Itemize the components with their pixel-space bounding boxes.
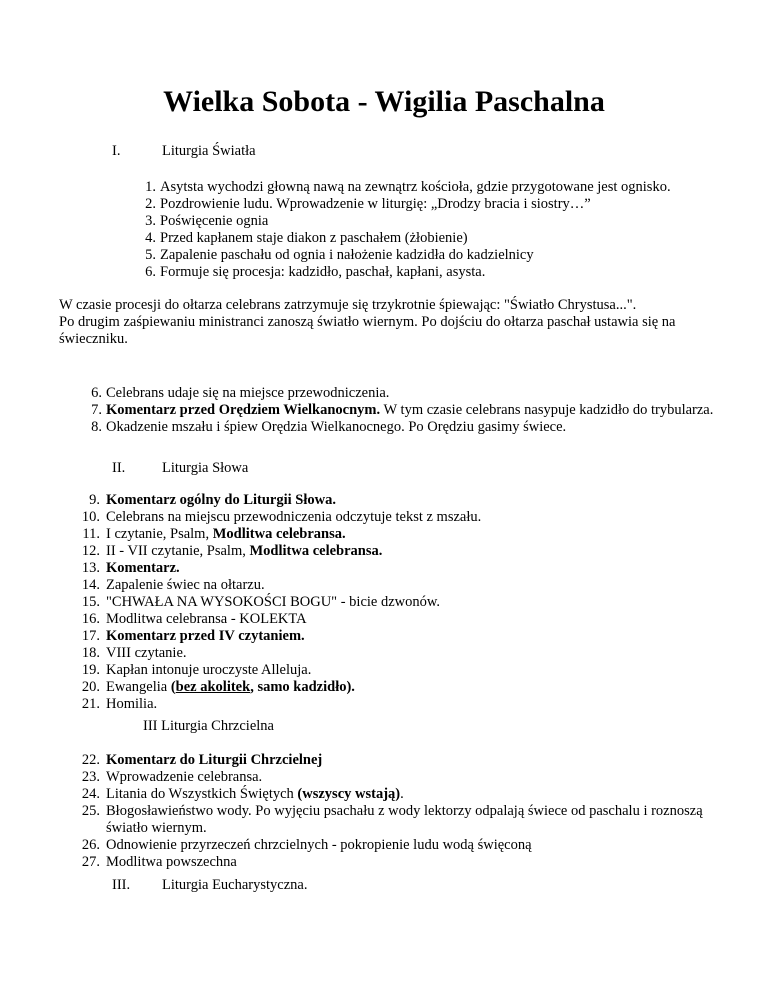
list-item: 9. Komentarz ogólny do Liturgii Słowa.	[89, 492, 336, 508]
list-item: 24. Litania do Wszystkich Świętych (wszyscy wstają).	[81, 786, 404, 802]
list-item: 8. Okadzenie mszału i śpiew Orędzia Wielkanocnego. Po Orędziu gasimy świece.	[91, 419, 567, 435]
list-item: 6. Formuje się procesja: kadzidło, paschał, kapłani, asysta.	[145, 264, 486, 280]
list-item: 13. Komentarz.	[81, 560, 180, 576]
list-item: 12. II - VII czytanie, Psalm, Modlitwa celebransa.	[81, 543, 383, 559]
list-item: 23. Wprowadzenie celebransa.	[81, 769, 263, 785]
list-item: 26. Odnowienie przyrzeczeń chrzcielnych - pokropienie ludu wodą święconą	[81, 837, 532, 853]
section-heading-liturgia-swiatla	[112, 143, 256, 160]
section-heading-liturgia-eucharystyczna	[112, 877, 307, 894]
document-title: Wielka Sobota - Wigilia Paschalna	[163, 85, 605, 118]
section-number: II.	[112, 460, 126, 476]
list-liturgia-slowa	[76, 492, 736, 713]
list-item: 4. Przed kapłanem staje diakon z paschałem (żłobienie)	[145, 230, 468, 246]
paragraph-line: Po drugim zaśpiewaniu ministranci zanoszą światło wiernym. Po dojściu do ołtarza paschał ustawia się na świeczniku.	[59, 314, 676, 347]
paragraph-line: W czasie procesji do ołtarza celebrans zatrzymuje się trzykrotnie śpiewając: "Światło Chrystusa...".	[59, 297, 637, 313]
section-heading-liturgia-slowa	[112, 460, 248, 477]
list-item: 7. Komentarz przed Orędziem Wielkanocnym. W tym czasie celebrans nasypuje kadzidło do trybularza.	[91, 402, 714, 418]
list-item: 20. Ewangelia (bez akolitek, samo kadzidło).	[81, 679, 355, 695]
list-item: 6. Celebrans udaje się na miejsce przewodniczenia.	[91, 385, 390, 401]
list-item: 18. VIII czytanie.	[81, 645, 187, 661]
list-item: 1. Asytsta wychodzi głowną nawą na zewnątrz kościoła, gdzie przygotowane jest ognisko.	[145, 179, 671, 195]
list-item: 17. Komentarz przed IV czytaniem.	[81, 628, 305, 644]
list-liturgia-swiatla	[136, 179, 736, 281]
procession-paragraph	[59, 297, 709, 348]
list-item: 25. Błogosławieństwo wody. Po wyjęciu psachału z wody lektorzy odpalają świece od paschalu i roznoszą światło wiernym.	[81, 803, 703, 836]
list-item: 14. Zapalenie świec na ołtarzu.	[81, 577, 265, 593]
list-item: 16. Modlitwa celebransa - KOLEKTA	[81, 611, 307, 627]
list-item: 22. Komentarz do Liturgii Chrzcielnej	[81, 752, 323, 768]
list-item: 2. Pozdrowienie ludu. Wprowadzenie w liturgię: „Drodzy bracia i siostry…”	[145, 196, 591, 212]
section-heading-liturgia-chrzcielna: III Liturgia Chrzcielna	[143, 718, 274, 734]
list-item: 5. Zapalenie paschału od ognia i nałożenie kadzidła do kadzielnicy	[145, 247, 534, 263]
section-number: I.	[112, 143, 121, 159]
list-liturgia-chrzcielna	[76, 752, 736, 871]
list-item: 21. Homilia.	[81, 696, 158, 712]
section-number: III.	[112, 877, 131, 893]
list-item: 19. Kapłan intonuje uroczyste Alleluja.	[81, 662, 312, 678]
section-title: Liturgia Światła	[162, 143, 256, 159]
list-item: 11. I czytanie, Psalm, Modlitwa celebransa.	[82, 526, 346, 542]
list-item: 10. Celebrans na miejscu przewodniczenia odczytuje tekst z mszału.	[81, 509, 482, 525]
list-item: 3. Poświęcenie ognia	[145, 213, 269, 229]
list-item: 15. "CHWAŁA NA WYSOKOŚCI BOGU" - bicie dzwonów.	[81, 594, 441, 610]
section-title: Liturgia Eucharystyczna.	[162, 877, 308, 893]
list-item: 27. Modlitwa powszechna	[81, 854, 237, 870]
section-title: Liturgia Słowa	[162, 460, 249, 476]
list-continuation	[82, 385, 732, 436]
